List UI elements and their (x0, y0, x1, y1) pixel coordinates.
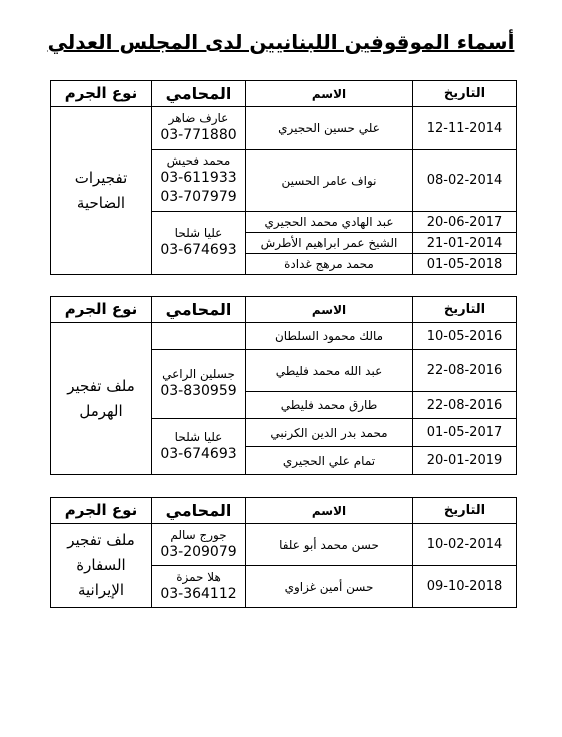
name-cell: علي حسين الحجيري (246, 107, 413, 150)
lawyer-name: عليا شلحا (174, 226, 223, 240)
name-cell: عبد الله محمد فليطي (246, 350, 413, 392)
lawyer-phone: 03-707979 (160, 189, 237, 205)
lawyer-name: عليا شلحا (174, 429, 223, 444)
date-cell: 08-02-2014 (413, 150, 517, 212)
lawyer-cell (152, 419, 246, 475)
date-cell: 01-05-2018 (413, 254, 517, 275)
header-crime: نوع الجرم (51, 81, 152, 107)
date-cell: 10-02-2014 (413, 524, 517, 566)
lawyer-phone: 03-364112 (160, 585, 237, 602)
name-cell: محمد بدر الدين الكرنبي (246, 419, 413, 447)
name-cell: محمد مرهج غدادة (246, 254, 413, 275)
page-title: أسماء الموقوفين اللبنانيين لدى المجلس العدلي (47, 30, 515, 54)
table-row (51, 323, 517, 350)
lawyer-name: جورج سالم (170, 527, 227, 542)
header-name: الاسم (246, 81, 413, 107)
table-header-row (51, 81, 517, 107)
name-cell: طارق محمد فليطي (246, 392, 413, 419)
lawyer-cell (152, 566, 246, 608)
lawyer-phone: 03-611933 (160, 170, 237, 186)
header-crime: نوع الجرم (51, 498, 152, 524)
date-cell: 09-10-2018 (413, 566, 517, 608)
header-name: الاسم (246, 498, 413, 524)
lawyer-phone: 03-830959 (160, 383, 237, 399)
lawyer-phone: 03-771880 (160, 127, 237, 143)
lawyer-cell (152, 212, 246, 275)
table-row (51, 107, 517, 150)
name-cell: حسن أمين غزاوي (246, 566, 413, 608)
name-cell: الشيخ عمر ابراهيم الأطرش (246, 233, 413, 254)
name-cell: نواف عامر الحسين (246, 150, 413, 212)
detainees-table-dahieh (50, 80, 517, 275)
lawyer-cell (152, 107, 246, 150)
header-lawyer: المحامي (152, 81, 246, 107)
header-name: الاسم (246, 297, 413, 323)
header-lawyer: المحامي (152, 498, 246, 524)
date-cell: 21-01-2014 (413, 233, 517, 254)
header-date: التاريخ (413, 498, 517, 524)
date-cell: 22-08-2016 (413, 392, 517, 419)
crime-cell: تفجيرات الضاحية (51, 107, 152, 275)
date-cell: 20-01-2019 (413, 447, 517, 475)
detainees-table-hermel (50, 296, 517, 475)
crime-cell: ملف تفجير السفارة الإيرانية (51, 524, 152, 608)
table-header-row (51, 297, 517, 323)
crime-cell: ملف تفجير الهرمل (51, 323, 152, 475)
header-crime: نوع الجرم (51, 297, 152, 323)
date-cell: 20-06-2017 (413, 212, 517, 233)
date-cell: 22-08-2016 (413, 350, 517, 392)
lawyer-phone: 03-674693 (160, 242, 237, 258)
lawyer-phone: 03-674693 (160, 445, 237, 462)
name-cell: حسن محمد أبو علفا (246, 524, 413, 566)
date-cell: 01-05-2017 (413, 419, 517, 447)
detainees-table-embassy (50, 497, 517, 608)
table-row (51, 524, 517, 566)
name-cell: تمام علي الحجيري (246, 447, 413, 475)
lawyer-name: محمد فحيش (166, 154, 231, 168)
lawyer-cell (152, 350, 246, 419)
lawyer-name: عارف ضاهر (168, 111, 229, 125)
lawyer-cell (152, 524, 246, 566)
name-cell: مالك محمود السلطان (246, 323, 413, 350)
lawyer-name: هلا حمزة (176, 569, 221, 584)
table-header-row (51, 498, 517, 524)
lawyer-phone: 03-209079 (160, 543, 237, 560)
header-date: التاريخ (413, 81, 517, 107)
date-cell: 12-11-2014 (413, 107, 517, 150)
header-lawyer: المحامي (152, 297, 246, 323)
date-cell: 10-05-2016 (413, 323, 517, 350)
lawyer-cell (152, 150, 246, 212)
name-cell: عبد الهادي محمد الحجيري (246, 212, 413, 233)
lawyer-name: جسلين الراعي (162, 367, 235, 381)
header-date: التاريخ (413, 297, 517, 323)
lawyer-cell-empty (152, 323, 246, 350)
